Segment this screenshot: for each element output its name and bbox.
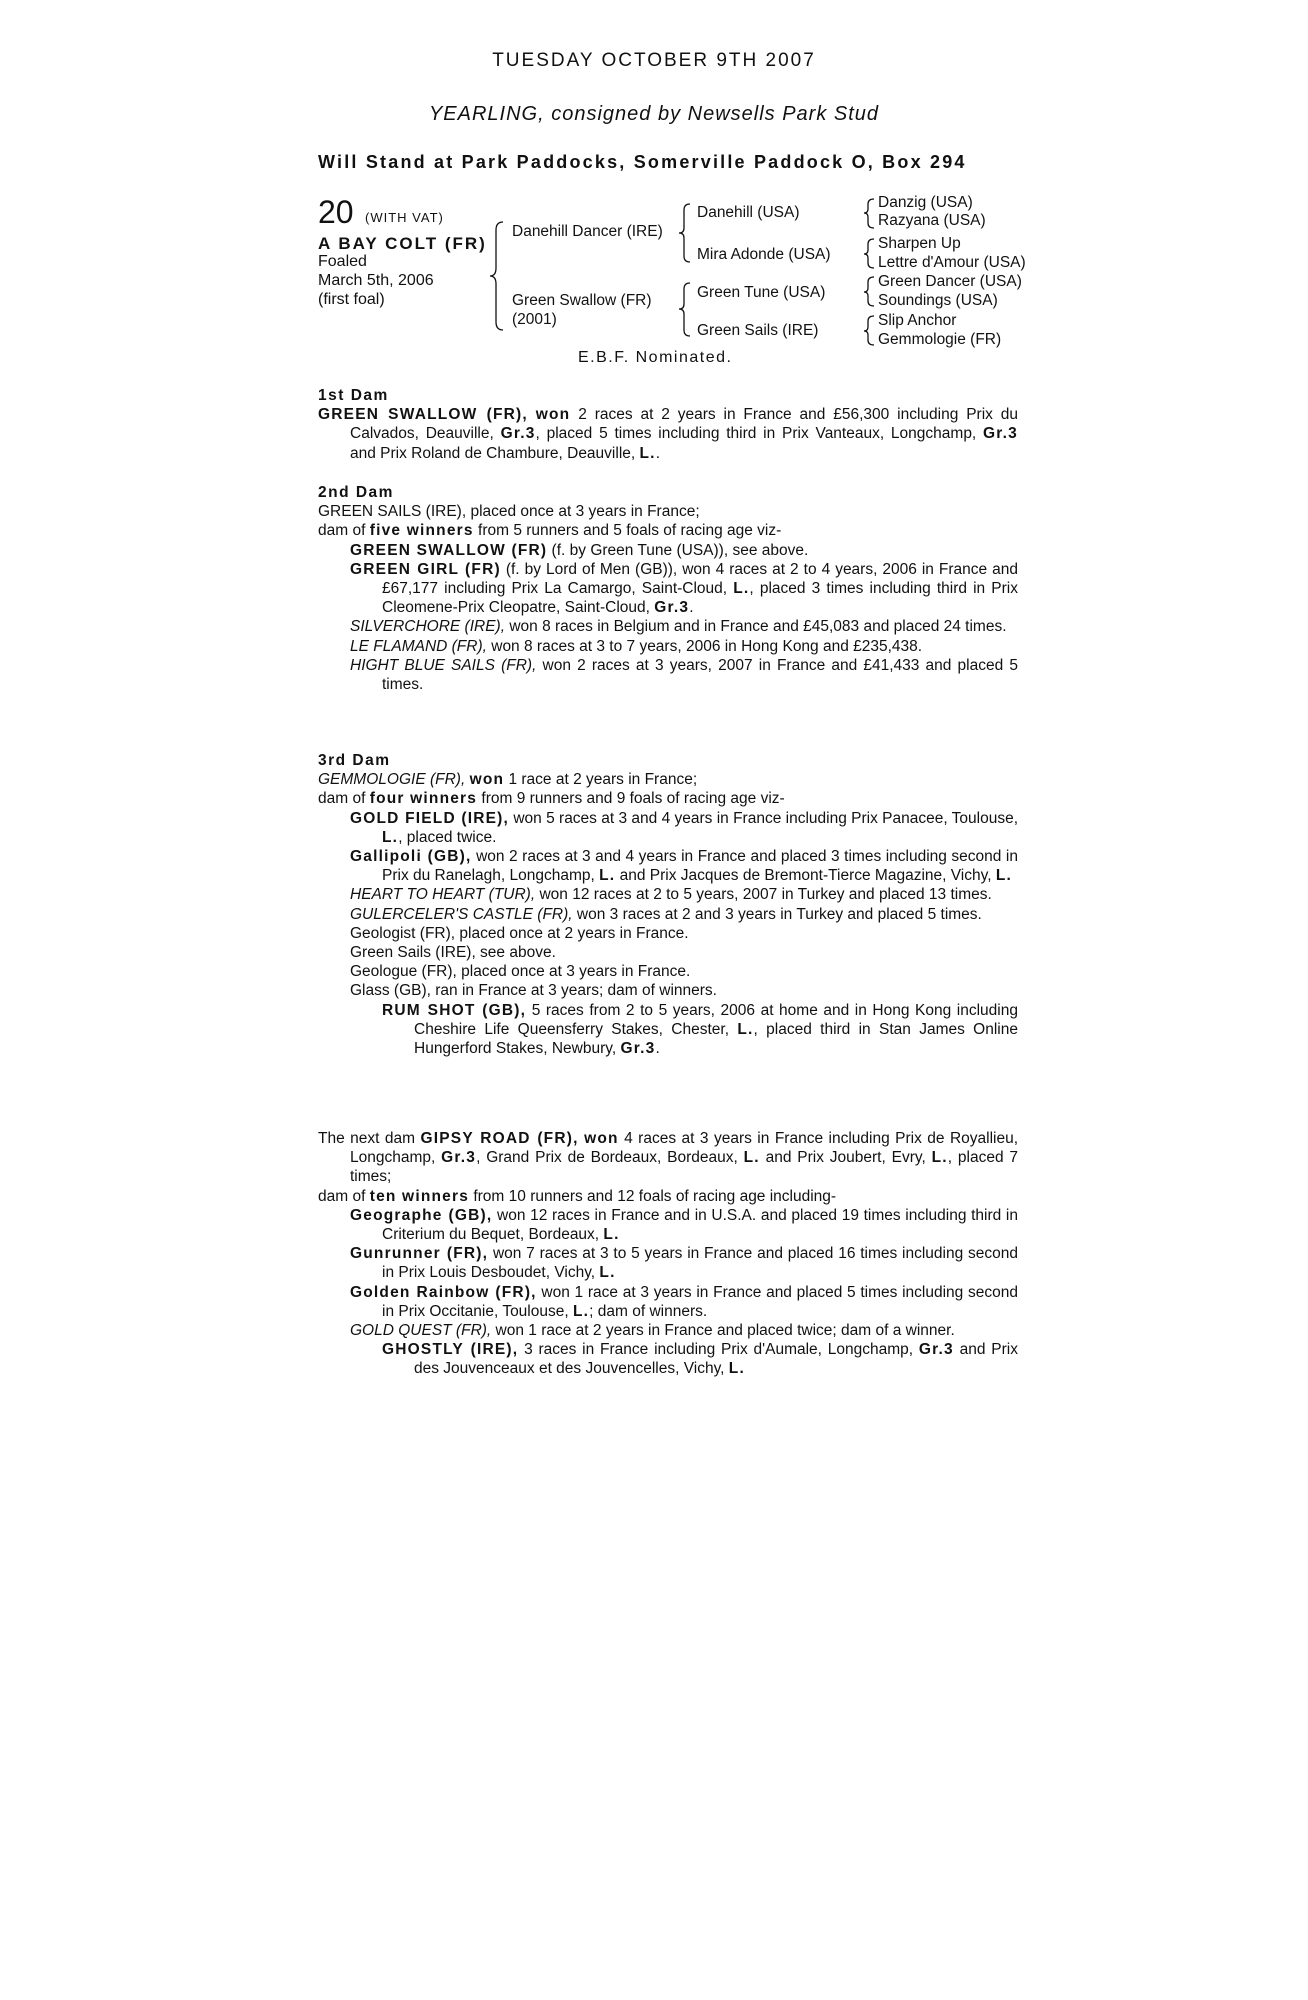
third-dam-line — [318, 770, 1018, 789]
pedigree-sire-dam: Mira Adonde (USA) — [697, 246, 831, 263]
grade-mark: Gr.3 — [918, 1341, 954, 1359]
ebf-nominated: E.B.F. Nominated. — [578, 349, 733, 366]
produce-item — [318, 847, 1018, 885]
first-dam-name: GREEN SWALLOW (FR), — [318, 406, 528, 424]
produce-name: GULERCELER'S CASTLE (FR), — [350, 905, 573, 923]
winners-count: ten winners — [369, 1187, 470, 1205]
produce-item — [318, 560, 1018, 618]
summary-text: from 5 runners and 5 foals of racing age viz- — [473, 522, 782, 540]
bracket-g12 — [864, 199, 874, 228]
first-dam-text: , placed 5 times including third in Prix Vanteaux, Longchamp, — [535, 425, 984, 443]
produce-item — [318, 541, 1018, 560]
pedigree-dam-sire: Green Tune (USA) — [697, 284, 826, 301]
produce-text: (f. by Lord of Men (GB)), won 4 races at 2 to 4 years, 2006 in France and £67,177 including Prix La Camargo, Saint-Cloud, — [382, 560, 1019, 598]
produce-text: won 2 races at 3 years, 2007 in France and £41,433 and placed 5 times. — [382, 656, 1018, 694]
consignor-line: YEARLING, consigned by Newsells Park Stud — [428, 103, 880, 125]
pedigree-dam-dam: Green Sails (IRE) — [697, 322, 819, 339]
pedigree-dam: Green Swallow (FR) — [512, 292, 652, 309]
summary-text: dam of — [318, 522, 370, 540]
pedigree-brackets — [0, 0, 1308, 360]
pedigree-g4: Lettre d'Amour (USA) — [878, 254, 1026, 271]
listed-mark: L. — [737, 1020, 754, 1038]
bracket-main — [490, 222, 503, 330]
produce-text: and Prix Jacques de Bremont-Tierce Magazine, Vichy, — [615, 867, 996, 885]
produce-text: won 1 race at 3 years in France and placed 5 times including second in Prix Occitanie, Toulouse, — [382, 1283, 1018, 1320]
produce-text: ; dam of winners. — [589, 1302, 708, 1320]
bracket-g56 — [864, 277, 874, 306]
produce-item — [318, 885, 1018, 904]
produce-name: Golden Rainbow (FR), — [350, 1283, 537, 1301]
produce-text: won 12 races at 2 to 5 years, 2007 in Turkey and placed 13 times. — [535, 886, 992, 904]
produce-item — [318, 1206, 1018, 1244]
pedigree-g7: Slip Anchor — [878, 312, 957, 329]
produce-text: won 5 races at 3 and 4 years in France including Prix Panacee, Toulouse, — [509, 809, 1019, 827]
produce-text: won 2 races at 3 and 4 years in France and placed 3 times including second in Prix du Ranelagh, Longchamp, — [382, 848, 1018, 885]
lot-number: 20 — [318, 194, 354, 230]
produce-name: RUM SHOT (GB), — [382, 1001, 527, 1019]
next-dam-text: , Grand Prix de Bordeaux, Bordeaux, — [476, 1149, 744, 1167]
pedigree-g3: Sharpen Up — [878, 235, 961, 252]
first-dam-won: won — [535, 406, 571, 424]
listed-mark: L. — [382, 828, 399, 846]
winners-count: four winners — [369, 790, 478, 808]
produce-item — [318, 1321, 1018, 1340]
listed-mark: L. — [733, 580, 750, 598]
grade-mark: Gr.3 — [620, 1040, 656, 1058]
produce-item: Geologist (FR), placed once at 2 years in France. — [350, 924, 689, 942]
bracket-g78 — [864, 316, 874, 345]
listed-mark: L. — [743, 1149, 760, 1167]
produce-name: GHOSTLY (IRE), — [382, 1341, 519, 1359]
lot-description: A BAY COLT (FR) — [318, 234, 487, 253]
produce-item — [318, 905, 1018, 924]
produce-text: won 12 races in France and in U.S.A. and placed 19 times including third in Criterium du Bequet, Bordeaux, — [382, 1206, 1018, 1244]
produce-item — [318, 637, 1018, 656]
pedigree-sire: Danehill Dancer (IRE) — [512, 223, 663, 240]
produce-text: won 1 race at 2 years in France and placed twice; dam of a winner. — [491, 1322, 955, 1340]
pedigree-sire-sire: Danehill (USA) — [697, 204, 800, 221]
produce-text: won 8 races in Belgium and in France and £45,083 and placed 24 times. — [505, 618, 1007, 636]
bracket-sire — [679, 204, 690, 262]
bracket-g34 — [864, 239, 874, 268]
listed-mark: L. — [599, 867, 616, 885]
third-dam-name: GEMMOLOGIE (FR), — [318, 771, 466, 789]
produce-text: and Prix des Jouvenceaux et des Jouvencelles, Vichy, — [414, 1341, 1019, 1378]
produce-text: (f. by Green Tune (USA)), see above. — [547, 541, 809, 559]
produce-item — [318, 1244, 1018, 1282]
stabling-location: Will Stand at Park Paddocks, Somerville Paddock O, Box 294 — [318, 152, 967, 172]
third-dam-won: won — [469, 771, 505, 789]
produce-item — [318, 617, 1018, 636]
summary-text: from 10 runners and 12 foals of racing age including- — [469, 1187, 837, 1205]
produce-name: HIGHT BLUE SAILS (FR), — [350, 656, 537, 674]
produce-item — [318, 1340, 1018, 1378]
pedigree-g8: Gemmologie (FR) — [878, 331, 1002, 348]
first-dam-section — [318, 386, 1018, 463]
produce-text: won 3 races at 2 and 3 years in Turkey and placed 5 times. — [572, 905, 982, 923]
produce-text: won 8 races at 3 to 7 years, 2006 in Hong Kong and £235,438. — [486, 637, 923, 655]
produce-name: HEART TO HEART (TUR), — [350, 886, 536, 904]
pedigree-g2: Razyana (USA) — [878, 212, 986, 229]
pedigree-g1: Danzig (USA) — [878, 194, 973, 211]
third-dam-heading: 3rd Dam — [318, 752, 391, 769]
second-dam-section — [318, 483, 1018, 694]
produce-name: LE FLAMAND (FR), — [350, 637, 487, 655]
first-dam-paragraph — [318, 405, 1018, 463]
produce-name: GOLD QUEST (FR), — [350, 1322, 492, 1340]
sale-date: TUESDAY OCTOBER 9TH 2007 — [492, 50, 816, 71]
summary-text: dam of — [318, 1187, 370, 1205]
listed-mark: L. — [599, 1264, 616, 1282]
foaled-label: Foaled — [318, 253, 367, 270]
third-dam-text: 1 race at 2 years in France; — [504, 771, 698, 789]
produce-name: SILVERCHORE (IRE), — [350, 618, 506, 636]
produce-text: 5 races from 2 to 5 years, 2006 at home and in Hong Kong including Cheshire Life Queensferry Stakes, Chester, — [414, 1001, 1018, 1038]
pedigree-dam-year: (2001) — [512, 311, 557, 328]
winners-count: five winners — [369, 522, 474, 540]
produce-item: Green Sails (IRE), see above. — [350, 944, 556, 962]
first-dam-text: and Prix Roland de Chambure, Deauville, — [350, 444, 640, 462]
listed-mark: L. — [995, 867, 1013, 885]
pedigree-g6: Soundings (USA) — [878, 292, 998, 309]
produce-name: Gallipoli (GB), — [350, 848, 472, 866]
grade-mark: Gr.3 — [983, 425, 1018, 443]
first-dam-heading: 1st Dam — [318, 387, 389, 404]
grade-mark: Gr.3 — [500, 425, 536, 443]
produce-text: 3 races in France including Prix d'Aumale, Longchamp, — [518, 1341, 919, 1359]
next-dam-paragraph — [318, 1129, 1018, 1187]
produce-name: Geographe (GB), — [350, 1206, 493, 1224]
produce-name: GREEN GIRL (FR) — [350, 560, 501, 578]
third-dam-produce-summary — [318, 789, 1018, 808]
produce-text: . — [689, 599, 694, 617]
summary-text: from 9 runners and 9 foals of racing age viz- — [477, 790, 785, 808]
next-dam-name: GIPSY ROAD (FR), — [420, 1130, 579, 1147]
next-dam-intro: The next dam — [318, 1130, 421, 1147]
listed-mark: L. — [572, 1302, 590, 1320]
bracket-dam — [679, 283, 690, 336]
produce-name: GREEN SWALLOW (FR) — [350, 541, 548, 559]
listed-mark: L. — [603, 1226, 620, 1244]
next-dam-won: won — [584, 1130, 619, 1147]
produce-text: , placed third in Stan James Online Hungerford Stakes, Newbury, — [414, 1020, 1018, 1058]
pedigree-g5: Green Dancer (USA) — [878, 273, 1022, 290]
next-dam-text: 4 races at 3 years in France including Prix de Royallieu, Longchamp, — [350, 1130, 1019, 1167]
next-dam-produce-summary — [318, 1187, 1018, 1206]
grade-mark: Gr.3 — [441, 1149, 477, 1167]
third-dam-section — [318, 751, 1018, 1058]
first-dam-text: . — [655, 444, 660, 462]
produce-item — [318, 809, 1018, 847]
produce-item — [318, 656, 1018, 694]
listed-mark: L. — [639, 444, 656, 462]
produce-name: Gunrunner (FR), — [350, 1245, 489, 1263]
produce-text: , placed 3 times including third in Prix Cleomene-Prix Cleopatre, Saint-Cloud, — [382, 580, 1018, 617]
produce-text: . — [655, 1040, 660, 1058]
produce-item — [318, 1283, 1018, 1321]
grade-mark: Gr.3 — [654, 599, 690, 617]
second-dam-produce-summary — [318, 521, 1018, 540]
foal-note: (first foal) — [318, 291, 385, 308]
next-dam-text: , placed 7 times; — [350, 1149, 1018, 1186]
produce-item: Geologue (FR), placed once at 3 years in France. — [350, 963, 691, 981]
produce-item — [318, 1001, 1018, 1059]
produce-item: Glass (GB), ran in France at 3 years; dam of winners. — [350, 982, 717, 1000]
second-dam-heading: 2nd Dam — [318, 484, 394, 501]
second-dam-line: GREEN SAILS (IRE), placed once at 3 years in France; — [318, 503, 700, 521]
vat-note: (WITH VAT) — [365, 210, 444, 225]
next-dam-text: and Prix Joubert, Evry, — [759, 1149, 932, 1167]
produce-text: won 7 races at 3 to 5 years in France and placed 16 times including second in Prix Louis Desboudet, Vichy, — [382, 1245, 1018, 1282]
produce-text: , placed twice. — [398, 828, 497, 846]
listed-mark: L. — [931, 1149, 948, 1167]
foaled-date: March 5th, 2006 — [318, 272, 434, 289]
produce-name: GOLD FIELD (IRE), — [350, 809, 510, 827]
listed-mark: L. — [728, 1360, 745, 1378]
summary-text: dam of — [318, 790, 370, 808]
first-dam-text: 2 races at 2 years in France and £56,300 including Prix du Calvados, Deauville, — [350, 406, 1018, 443]
next-dam-section — [318, 1129, 1018, 1379]
